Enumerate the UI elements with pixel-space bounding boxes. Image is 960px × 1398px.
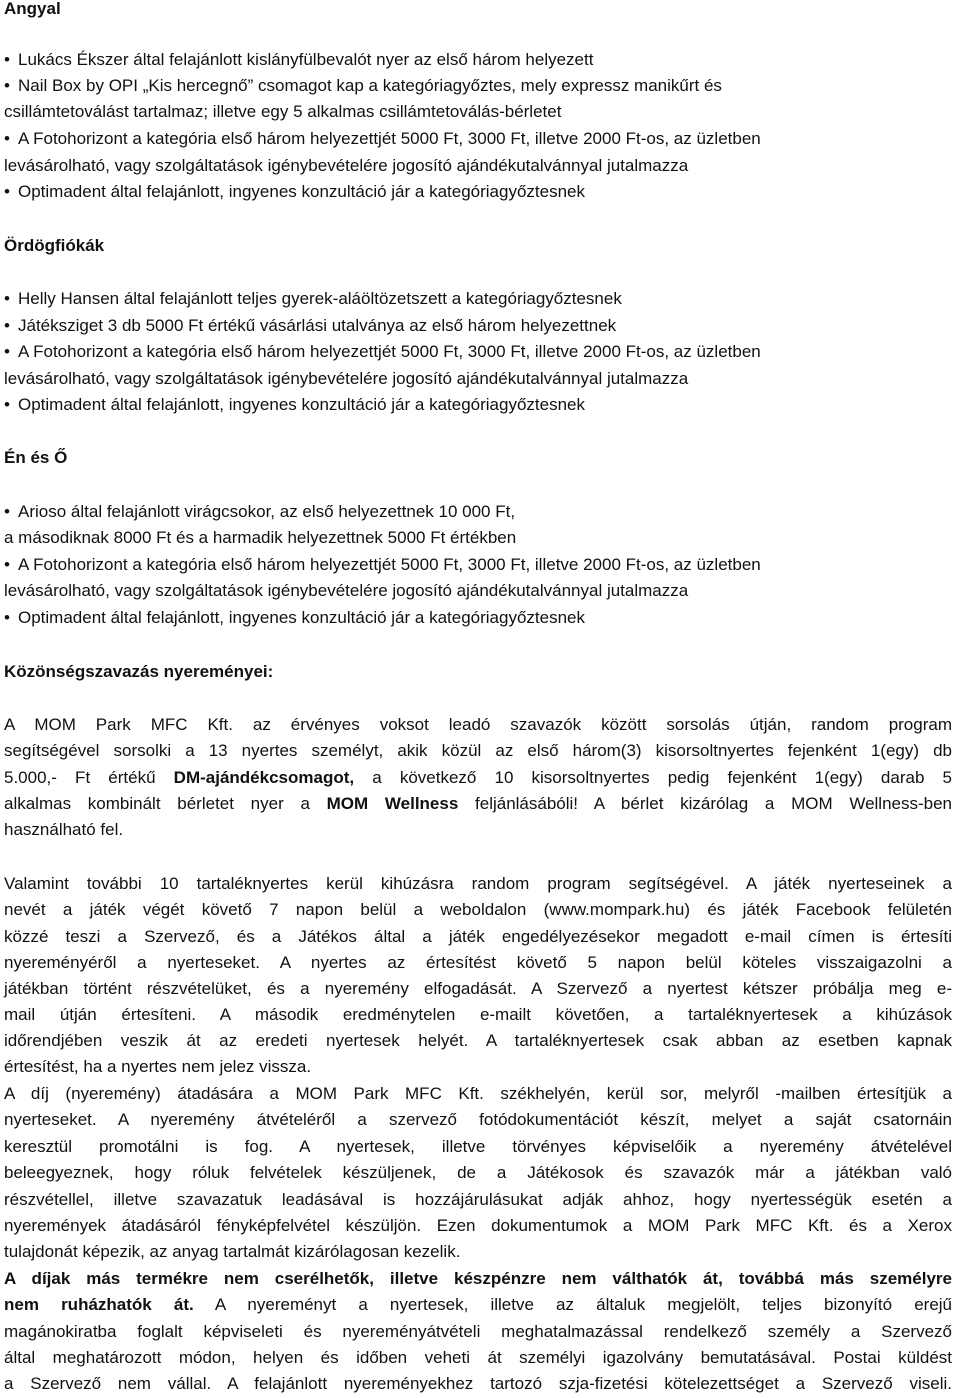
- bullet: •: [4, 608, 10, 627]
- paragraph-line: beleegyeznek, hogy róluk felvételek készüljenek, de a Játékosok és szavazók már a játékban való: [4, 1163, 952, 1182]
- bullet: •: [4, 76, 10, 95]
- list-item: • Optimadent által felajánlott, ingyenes konzultáció jár a kategóriagyőztesnek: [4, 182, 586, 201]
- list-item: • Lukács Ékszer által felajánlott kislányfülbevalót nyer az első három helyezett: [4, 50, 594, 69]
- bullet: •: [4, 502, 10, 521]
- list-item-continuation: levásárolható, vagy szolgáltatások igénybevételére jogosító ajándékutalvánnyal jutalmazza: [4, 369, 689, 388]
- paragraph-line: A MOM Park MFC Kft. az érvényes voksot leadó szavazók között sorsolás útján, random program: [4, 715, 952, 734]
- paragraph-line: keresztül promotálni is fog. A nyertesek, illetve törvényes képviselőik a nyeremény átvételével: [4, 1137, 952, 1156]
- paragraph-line: által meghatározott módon, helyen és időben veheti át személyi igazolvány bemutatásával. Postai küldést: [4, 1348, 952, 1367]
- paragraph-line: a Szervező nem vállal. A felajánlott nyereményekhez tartozó szja-fizetési kötelezettséget a Szervező viseli.: [4, 1374, 952, 1393]
- bullet: •: [4, 129, 10, 148]
- paragraph-line: 5.000,- Ft értékű DM-ajándékcsomagot, a következő 10 kisorsoltnyertes pedig fejenként 1(egy) darab 5: [4, 768, 952, 787]
- paragraph-line: használható fel.: [4, 820, 124, 839]
- list-item: • Helly Hansen által felajánlott teljes gyerek-aláöltözetszett a kategóriagyőztesnek: [4, 289, 622, 308]
- paragraph-line: magánokiratba foglalt képviseleti és nyereményátvételi meghatalmazással rendelkező személy a Szervező: [4, 1322, 952, 1341]
- paragraph-line: közzé teszi a Szervező, és a Játékos által a játék engedélyezésekor megadott e-mail címen is értesíti: [4, 927, 952, 946]
- list-item: • A Fotohorizont a kategória első három helyezettjét 5000 Ft, 3000 Ft, illetve 2000 Ft-os, az üzletben: [4, 342, 761, 361]
- section-heading-angyal: Angyal: [4, 0, 61, 18]
- bullet: •: [4, 50, 10, 69]
- paragraph-line: játékban történt részvételüket, és a nyeremény elfogadását. A Szervező a nyertest kétszer próbálja meg e-: [4, 979, 952, 998]
- list-item: • Optimadent által felajánlott, ingyenes konzultáció jár a kategóriagyőztesnek: [4, 608, 586, 627]
- paragraph-line: nyereményéről a nyerteseket. A nyertes az értesítést követő 5 napon belül köteles visszaigazolni a: [4, 953, 952, 972]
- list-item: • Optimadent által felajánlott, ingyenes konzultáció jár a kategóriagyőztesnek: [4, 395, 586, 414]
- list-item-continuation: csillámtetoválást tartalmaz; illetve egy 5 alkalmas csillámtetoválás-bérletet: [4, 102, 562, 121]
- paragraph-line-bold: A díjak más termékre nem cserélhetők, illetve készpénzre nem válthatók át, továbbá más személyre: [4, 1269, 952, 1288]
- paragraph-line: részvétellel, illetve szavazatuk leadásával is hozzájárulásukat adják ahhoz, hogy nyertességük esetén a: [4, 1190, 952, 1209]
- section-heading-ordogfiokak: Ördögfiókák: [4, 236, 105, 255]
- bullet: •: [4, 395, 10, 414]
- list-item-continuation: levásárolható, vagy szolgáltatások igénybevételére jogosító ajándékutalvánnyal jutalmazza: [4, 156, 689, 175]
- bullet: •: [4, 182, 10, 201]
- paragraph-line: mail útján értesíteni. A második eredménytelen e-mailt követően, a tartaléknyertesek a kihúzások: [4, 1005, 952, 1024]
- paragraph-line: nem ruházhatók át. A nyereményt a nyertesek, illetve az általuk megjelölt, teljes bizonyító erejű: [4, 1295, 953, 1314]
- paragraph-line: Valamint további 10 tartaléknyertes kerül kihúzásra random program segítségével. A játék nyerteseinek a: [4, 874, 952, 893]
- bullet: •: [4, 555, 10, 574]
- bullet: •: [4, 289, 10, 308]
- list-item: • Játéksziget 3 db 5000 Ft értékű vásárlási utalványa az első három helyezettnek: [4, 316, 617, 335]
- paragraph-line: segítségével sorsolki a 13 nyertes személyt, akik közül az első három(3) kisorsoltnyertes fejenként 1(egy) db: [4, 741, 952, 760]
- bullet: •: [4, 342, 10, 361]
- paragraph-line: tulajdonát képezik, az anyag tartalmát kizárólagosan kezelik.: [4, 1242, 461, 1261]
- list-item: • A Fotohorizont a kategória első három helyezettjét 5000 Ft, 3000 Ft, illetve 2000 Ft-os, az üzletben: [4, 555, 761, 574]
- list-item: • Nail Box by OPI „Kis hercegnő” csomagot kap a kategóriagyőztes, mely expressz manikűrt és: [4, 76, 722, 95]
- section-heading-en-es-o: Én és Ő: [4, 448, 68, 467]
- list-item: • A Fotohorizont a kategória első három helyezettjét 5000 Ft, 3000 Ft, illetve 2000 Ft-os, az üzletben: [4, 129, 761, 148]
- paragraph-line: nevét a játék végét követő 7 napon belül a weboldalon (www.mompark.hu) és játék Facebook felületén: [4, 900, 952, 919]
- paragraph-line: nyeremények átadásáról fényképfelvétel készüljön. Ezen dokumentumok a MOM Park MFC Kft. és a Xerox: [4, 1216, 952, 1235]
- paragraph-line: A díj (nyeremény) átadására a MOM Park MFC Kft. székhelyén, kerül sor, melyről -mailben értesítjük a: [4, 1084, 952, 1103]
- bullet: •: [4, 316, 10, 335]
- paragraph-line: nyerteseket. A nyeremény átvételéről a szervező fotódokumentációt készít, melyet a saját csatornáin: [4, 1110, 952, 1129]
- paragraph-line: értesítést, ha a nyertes nem jelez vissza.: [4, 1057, 312, 1076]
- list-item: • Arioso által felajánlott virágcsokor, az első helyezettnek 10 000 Ft,: [4, 502, 516, 521]
- list-item-continuation: a másodiknak 8000 Ft és a harmadik helyezettnek 5000 Ft értékben: [4, 528, 517, 547]
- paragraph-line: időrendjében veszik át az eredeti nyertesek helyét. A tartaléknyertesek csak abban az esetben kapnak: [4, 1031, 952, 1050]
- vote-heading: Közönségszavazás nyereményei:: [4, 662, 274, 681]
- list-item-continuation: levásárolható, vagy szolgáltatások igénybevételére jogosító ajándékutalvánnyal jutalmazza: [4, 581, 689, 600]
- paragraph-line: alkalmas kombinált bérletet nyer a MOM Wellness feljánlásábóli! A bérlet kizárólag a MOM Wellness-ben: [4, 794, 953, 813]
